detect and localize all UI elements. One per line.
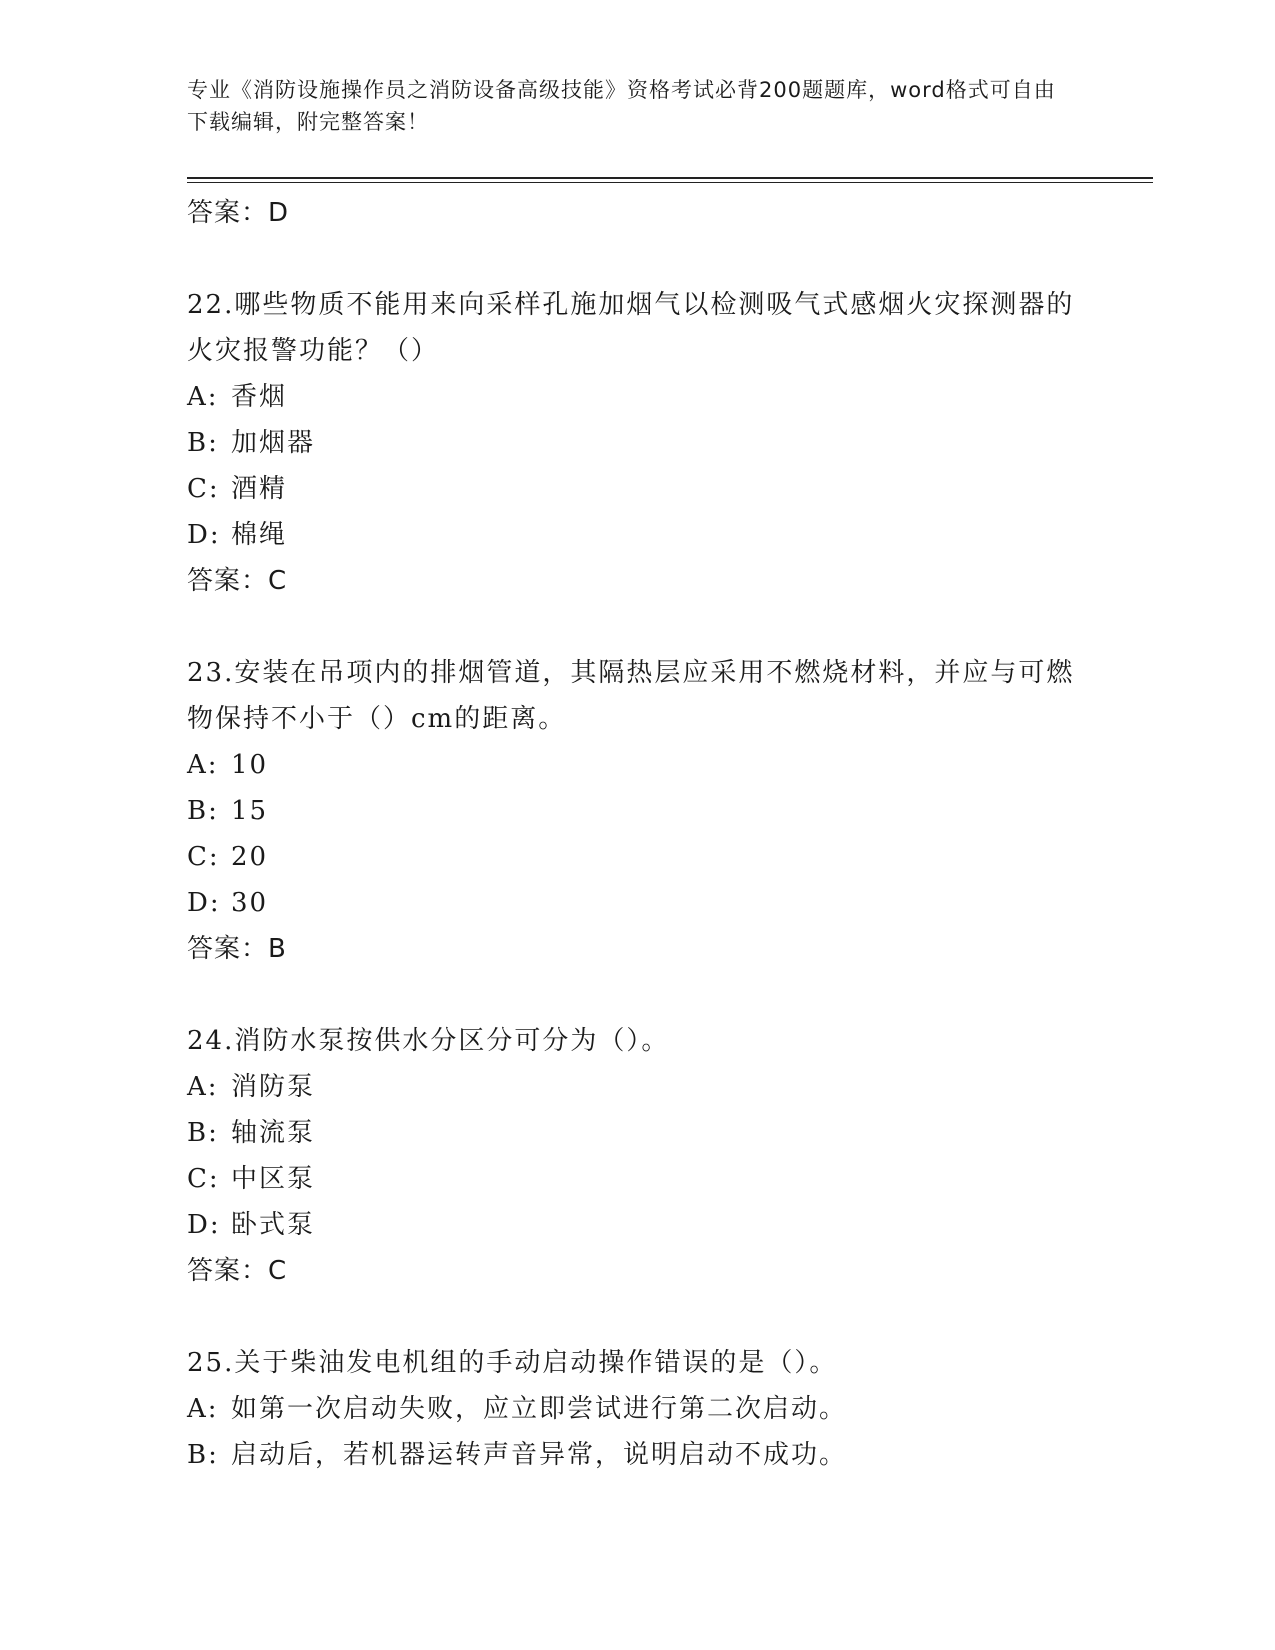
option-b (187, 788, 1087, 834)
option-b (187, 1110, 1087, 1156)
question-item (187, 1018, 1087, 1294)
option-letter: D: (187, 1210, 221, 1240)
answer-value: B (268, 934, 287, 964)
option-letter: C: (187, 842, 220, 872)
spacer (187, 972, 1087, 1018)
answer-prefix: 答案： (187, 934, 269, 964)
spacer (187, 1294, 1087, 1340)
option-text: 轴流泵 (231, 1118, 316, 1148)
question-item (187, 282, 1087, 604)
question-stem: 23.安装在吊项内的排烟管道，其隔热层应采用不燃烧材料，并应与可燃物保持不小于（）cm的距离。 (187, 658, 1075, 734)
option-d (187, 880, 1087, 926)
option-text: 10 (231, 750, 269, 780)
answer-line (187, 558, 1087, 604)
header-divider-thin (187, 182, 1153, 183)
option-a (187, 742, 1087, 788)
option-letter: B: (187, 796, 219, 826)
answer-line (187, 926, 1087, 972)
option-c (187, 1156, 1087, 1202)
question-stem: 24.消防水泵按供水分区分可分为（）。 (187, 1026, 670, 1056)
question-list (187, 190, 1087, 1478)
answer-value: D (268, 198, 290, 228)
option-letter: A: (187, 1072, 219, 1102)
spacer (187, 236, 1087, 282)
option-text: 如第一次启动失败，应立即尝试进行第二次启动。 (231, 1394, 848, 1424)
question-stem: 22.哪些物质不能用来向采样孔施加烟气以检测吸气式感烟火灾探测器的火灾报警功能？（） (187, 290, 1075, 366)
option-letter: D: (187, 888, 221, 918)
answer-value: C (268, 566, 288, 596)
option-text: 15 (231, 796, 269, 826)
option-text: 中区泵 (231, 1164, 316, 1194)
option-text: 20 (231, 842, 269, 872)
option-text: 启动后，若机器运转声音异常，说明启动不成功。 (231, 1440, 848, 1470)
option-letter: B: (187, 1118, 219, 1148)
option-letter: D: (187, 520, 221, 550)
option-b (187, 420, 1087, 466)
document-header: 专业《消防设施操作员之消防设备高级技能》资格考试必背200题题库，word格式可自由下载编辑，附完整答案！ (187, 78, 1056, 134)
option-a (187, 1386, 1087, 1432)
spacer (187, 604, 1087, 650)
option-text: 卧式泵 (231, 1210, 316, 1240)
option-letter: B: (187, 1440, 219, 1470)
option-c (187, 834, 1087, 880)
header-divider (187, 177, 1153, 179)
option-a (187, 374, 1087, 420)
answer-value: C (268, 1256, 288, 1286)
question-stem: 25.关于柴油发电机组的手动启动操作错误的是（）。 (187, 1348, 838, 1378)
question-item (187, 1340, 1087, 1478)
option-letter: A: (187, 750, 219, 780)
option-letter: A: (187, 382, 219, 412)
option-d (187, 512, 1087, 558)
option-text: 30 (231, 888, 269, 918)
option-b (187, 1432, 1087, 1478)
question-item (187, 650, 1087, 972)
answer-prefix: 答案： (187, 1256, 269, 1286)
option-d (187, 1202, 1087, 1248)
answer-line (187, 1248, 1087, 1294)
option-letter: B: (187, 428, 219, 458)
answer-prefix: 答案： (187, 198, 269, 228)
option-letter: C: (187, 474, 220, 504)
option-text: 加烟器 (231, 428, 316, 458)
option-letter: C: (187, 1164, 220, 1194)
option-text: 香烟 (231, 382, 288, 412)
option-text: 酒精 (231, 474, 288, 504)
option-text: 棉绳 (231, 520, 288, 550)
option-text: 消防泵 (231, 1072, 316, 1102)
answer-line (187, 190, 1087, 236)
option-c (187, 466, 1087, 512)
option-a (187, 1064, 1087, 1110)
answer-prefix: 答案： (187, 566, 269, 596)
option-letter: A: (187, 1394, 219, 1424)
